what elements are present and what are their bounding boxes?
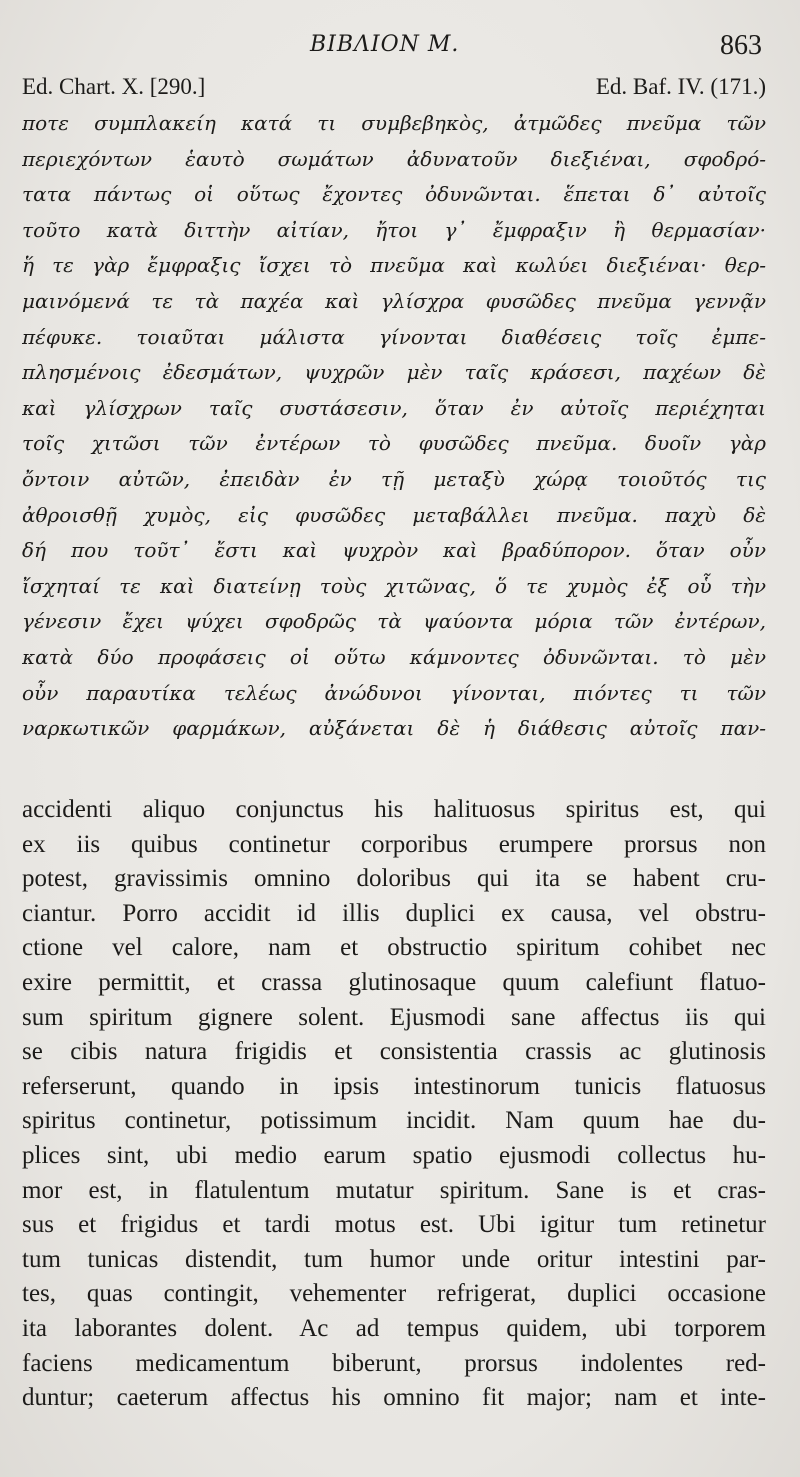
- latin-text-line: plices sint, ubi medio earum spatio ejusmodi collectus hu-: [22, 1141, 766, 1169]
- latin-text-line: faciens medicamentum biberunt, prorsus indolentes red-: [22, 1349, 766, 1377]
- greek-text-line: οὖν παραυτίκα τελέως ἀνώδυνοι γίνονται, πιόντες τι τῶν: [22, 680, 766, 705]
- greek-text-line: ἀθροισθῇ χυμὸς, εἰς φυσῶδες μεταβάλλει πνεῦμα. παχὺ δὲ: [22, 502, 766, 527]
- greek-text-line: κατὰ δύο προφάσεις οἱ οὕτω κάμνοντες ὀδυνῶνται. τὸ μὲν: [22, 644, 766, 669]
- greek-text-line: περιεχόντων ἑαυτὸ σωμάτων ἀδυνατοῦν διεξιέναι, σφοδρό-: [22, 146, 766, 171]
- running-head: [0, 30, 800, 66]
- latin-text-block: [22, 793, 766, 1416]
- edition-basel-reference: Ed. Baf. IV. (171.): [595, 74, 766, 99]
- latin-text-line: sum spiritum gignere solent. Ejusmodi sane affectus iis qui: [22, 1003, 766, 1031]
- greek-text-line: μαινόμενά τε τὰ παχέα καὶ γλίσχρα φυσῶδες πνεῦμα γεννᾷν: [22, 288, 766, 313]
- latin-text-line: se cibis natura frigidis et consistentia crassis ac glutinosis: [22, 1038, 766, 1066]
- latin-text-line: tes, quas contingit, vehementer refrigerat, duplici occasione: [22, 1280, 766, 1308]
- latin-text-line: potest, gravissimis omnino doloribus qui ita se habent cru-: [22, 865, 766, 893]
- latin-text-line: ctione vel calore, nam et obstructio spiritum cohibet nec: [22, 934, 766, 962]
- book-title: BIBΛΙΟΝ M.: [310, 32, 460, 57]
- greek-text-line: καὶ γλίσχρων ταῖς συστάσεσιν, ὅταν ἐν αὐτοῖς περιέχηται: [22, 395, 766, 420]
- greek-text-line: πέφυκε. τοιαῦται μάλιστα γίνονται διαθέσεις τοῖς ἐμπε-: [22, 324, 766, 349]
- latin-text-line: ita laborantes dolent. Ac ad tempus quidem, ubi torporem: [22, 1314, 766, 1342]
- greek-text-block: [22, 106, 766, 747]
- page-number: 863: [720, 30, 762, 61]
- latin-text-line: sus et frigidus et tardi motus est. Ubi igitur tum retinetur: [22, 1211, 766, 1239]
- latin-text-line: ex iis quibus continetur corporibus erumpere prorsus non: [22, 830, 766, 858]
- latin-text-line: duntur; caeterum affectus his omnino fit major; nam et inte-: [22, 1384, 766, 1412]
- greek-text-line: τοῖς χιτῶσι τῶν ἐντέρων τὸ φυσῶδες πνεῦμα. δυοῖν γὰρ: [22, 431, 766, 456]
- greek-text-line: ποτε συμπλακείη κατά τι συμβεβηκὸς, ἀτμῶδες πνεῦμα τῶν: [22, 111, 766, 135]
- greek-text-line: πλησμένοις ἐδεσμάτων, ψυχρῶν μὲν ταῖς κράσεσι, παχέων δὲ: [22, 360, 766, 385]
- latin-text-line: mor est, in flatulentum mutatur spiritum. Sane is et cras-: [22, 1176, 766, 1204]
- edition-chartier-reference: Ed. Chart. X. [290.]: [22, 74, 206, 99]
- greek-text-line: ναρκωτικῶν φαρμάκων, αὐξάνεται δὲ ἡ διάθεσις αὐτοῖς παν-: [22, 716, 766, 741]
- latin-text-line: exire permittit, et crassa glutinosaque quum calefiunt flatuo-: [22, 968, 766, 996]
- latin-text-line: tum tunicas distendit, tum humor unde oritur intestini par-: [22, 1245, 766, 1273]
- greek-text-line: ἥ τε γὰρ ἔμφραξις ἴσχει τὸ πνεῦμα καὶ κωλύει διεξιέναι· θερ-: [22, 253, 766, 278]
- greek-text-line: τατα πάντως οἱ οὕτως ἔχοντες ὀδυνῶνται. ἕπεται δ᾿ αὐτοῖς: [22, 182, 766, 207]
- latin-text-line: accidenti aliquo conjunctus his halituosus spiritus est, qui: [22, 796, 766, 823]
- greek-text-line: τοῦτο κατὰ διττὴν αἰτίαν, ἤτοι γ᾿ ἔμφραξιν ἢ θερμασίαν·: [22, 217, 766, 242]
- edition-reference-line: [22, 74, 766, 104]
- greek-text-line: ἴσχηταί τε καὶ διατείνῃ τοὺς χιτῶνας, ὅ τε χυμὸς ἐξ οὗ τὴν: [22, 573, 766, 598]
- latin-text-line: spiritus continetur, potissimum incidit. Nam quum hae du-: [22, 1107, 766, 1135]
- latin-text-line: referserunt, quando in ipsis intestinorum tunicis flatuosus: [22, 1072, 766, 1100]
- greek-text-line: ὄντοιν αὐτῶν, ἐπειδὰν ἐν τῇ μεταξὺ χώρᾳ τοιοῦτός τις: [22, 466, 766, 491]
- latin-text-line: ciantur. Porro accidit id illis duplici ex causa, vel obstru-: [22, 899, 766, 927]
- greek-text-line: δή που τοῦτ᾿ ἔστι καὶ ψυχρὸν καὶ βραδύπορον. ὅταν οὖν: [22, 538, 766, 563]
- greek-text-line: γένεσιν ἔχει ψύχει σφοδρῶς τὰ ψαύοντα μόρια τῶν ἐντέρων,: [22, 609, 766, 634]
